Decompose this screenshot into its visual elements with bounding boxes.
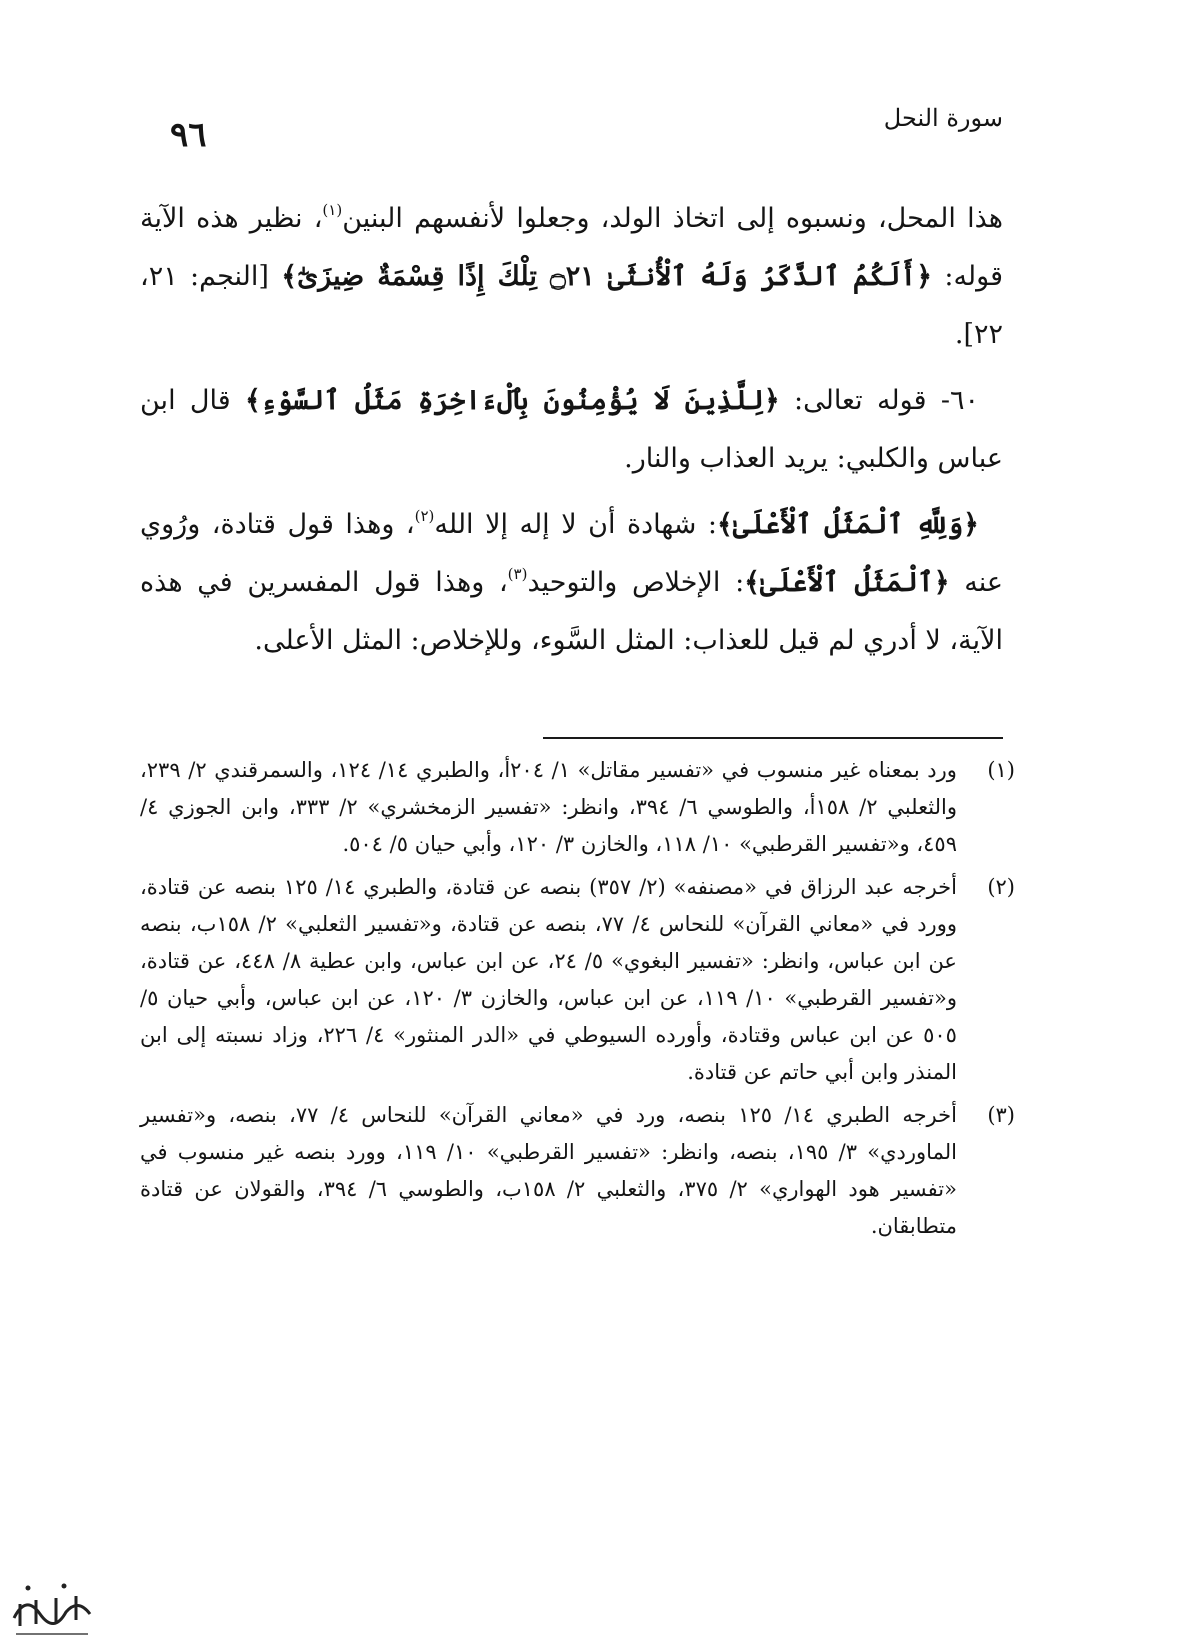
footnotes (140, 752, 1015, 1251)
main-text (140, 190, 1003, 678)
page-number: ٩٦ (170, 115, 207, 155)
footnote-text: ورد بمعناه غير منسوب في «تفسير مقاتل» ١/ ٢٠٤أ، والطبري ١٤/ ١٢٤، والسمرقندي ٢/ ٢٣٩، والثعلبي ٢/ ١٥٨أ، والطوسي ٦/ ٣٩٤، وانظر: «تفسير الزمخشري» ٢/ ٣٣٣، وابن الجوزي ٤/ ٤٥٩، و«تفسير القرطبي» ١٠/ ١١٨، والخازن ٣/ ١٢٠، وأبي حيان ٥/ ٥٠٤. (140, 758, 957, 856)
text-run: ، نظير هذه الآية قوله: (140, 203, 1004, 292)
footnote (140, 1097, 1015, 1245)
paragraph (140, 496, 1003, 670)
text-run: ، وهذا قول قتادة، ورُوي عنه (140, 509, 1003, 598)
footnote-reference[interactable]: (١) (322, 201, 343, 219)
quran-verse: ﴿ٱلْمَثَلُ ٱلْأَعْلَىٰ﴾ (744, 567, 950, 598)
text-run: : الإخلاص والتوحيد (527, 567, 745, 598)
footnote (140, 869, 1015, 1091)
quran-verse: ﴿أَلَكُمُ ٱلذَّكَرُ وَلَهُ ٱلْأُنثَىٰ ۝٢١ تِلْكَ إِذًا قِسْمَةٌ ضِيزَىٰٓ﴾ (281, 261, 933, 292)
page-header (170, 100, 1003, 160)
footnote-reference[interactable]: (٣) (507, 565, 528, 583)
text-run: هذا المحل، ونسبوه إلى اتخاذ الولد، وجعلوا لأنفسهم البنين (342, 203, 1003, 234)
publisher-logo (6, 1574, 98, 1644)
quran-verse: ﴿لِلَّذِينَ لَا يُؤْمِنُونَ بِٱلْءَاخِرَةِ مَثَلُ ٱلسَّوْءِ﴾ (245, 385, 780, 416)
text-run: قال ابن عباس والكلبي: يريد العذاب والنار. (140, 385, 1003, 474)
running-title: سورة النحل (883, 104, 1003, 132)
footnote-number: (٣) (987, 1103, 1015, 1127)
paragraph (140, 190, 1003, 364)
footnote-text: أخرجه الطبري ١٤/ ١٢٥ بنصه، ورد في «معاني القرآن» للنحاس ٤/ ٧٧، بنصه، و«تفسير الماوردي» ٣/ ١٩٥، بنصه، وانظر: «تفسير القرطبي» ١٠/ ١١٩، وورد بنصه غير منسوب في «تفسير هود الهواري» ٢/ ٣٧٥، والثعلبي ٢/ ١٥٨ب، والطوسي ٦/ ٣٩٤، والقولان عن قتادة متطابقان. (140, 1103, 957, 1238)
footnote-separator (543, 737, 1003, 739)
text-run: ، وهذا قول المفسرين في هذه الآية، لا أدري لم قيل للعذاب: المثل السَّوء، وللإخلاص: المثل الأعلى. (140, 567, 1003, 656)
footnote-number: (١) (987, 758, 1015, 782)
text-run: ٦٠- قوله تعالى: (779, 385, 979, 416)
quran-verse: ﴿وَلِلَّهِ ٱلْمَثَلُ ٱلْأَعْلَىٰ﴾ (717, 509, 980, 540)
text-run: [النجم: ٢١، ٢٢]. (140, 261, 1003, 350)
footnote-number: (٢) (987, 875, 1015, 899)
footnote-reference[interactable]: (٢) (414, 507, 435, 525)
text-run: : شهادة أن لا إله إلا الله (434, 509, 718, 540)
footnote (140, 752, 1015, 863)
paragraph (140, 372, 1003, 488)
footnote-text: أخرجه عبد الرزاق في «مصنفه» (٢/ ٣٥٧) بنصه عن قتادة، والطبري ١٤/ ١٢٥ بنصه عن قتادة، وورد في «معاني القرآن» للنحاس ٤/ ٧٧، بنصه عن قتادة، و«تفسير الثعلبي» ٢/ ١٥٨ب، بنصه عن ابن عباس، وانظر: «تفسير البغوي» ٥/ ٢٤، عن ابن عباس، وابن عطية ٨/ ٤٤٨، عن قتادة، و«تفسير القرطبي» ١٠/ ١١٩، عن ابن عباس، والخازن ٣/ ١٢٠، عن ابن عباس، وأبي حيان ٥/ ٥٠٥ عن ابن عباس وقتادة، وأورده السيوطي في «الدر المنثور» ٤/ ٢٢٦، وزاد نسبته إلى ابن المنذر وابن أبي حاتم عن قتادة. (140, 875, 957, 1084)
